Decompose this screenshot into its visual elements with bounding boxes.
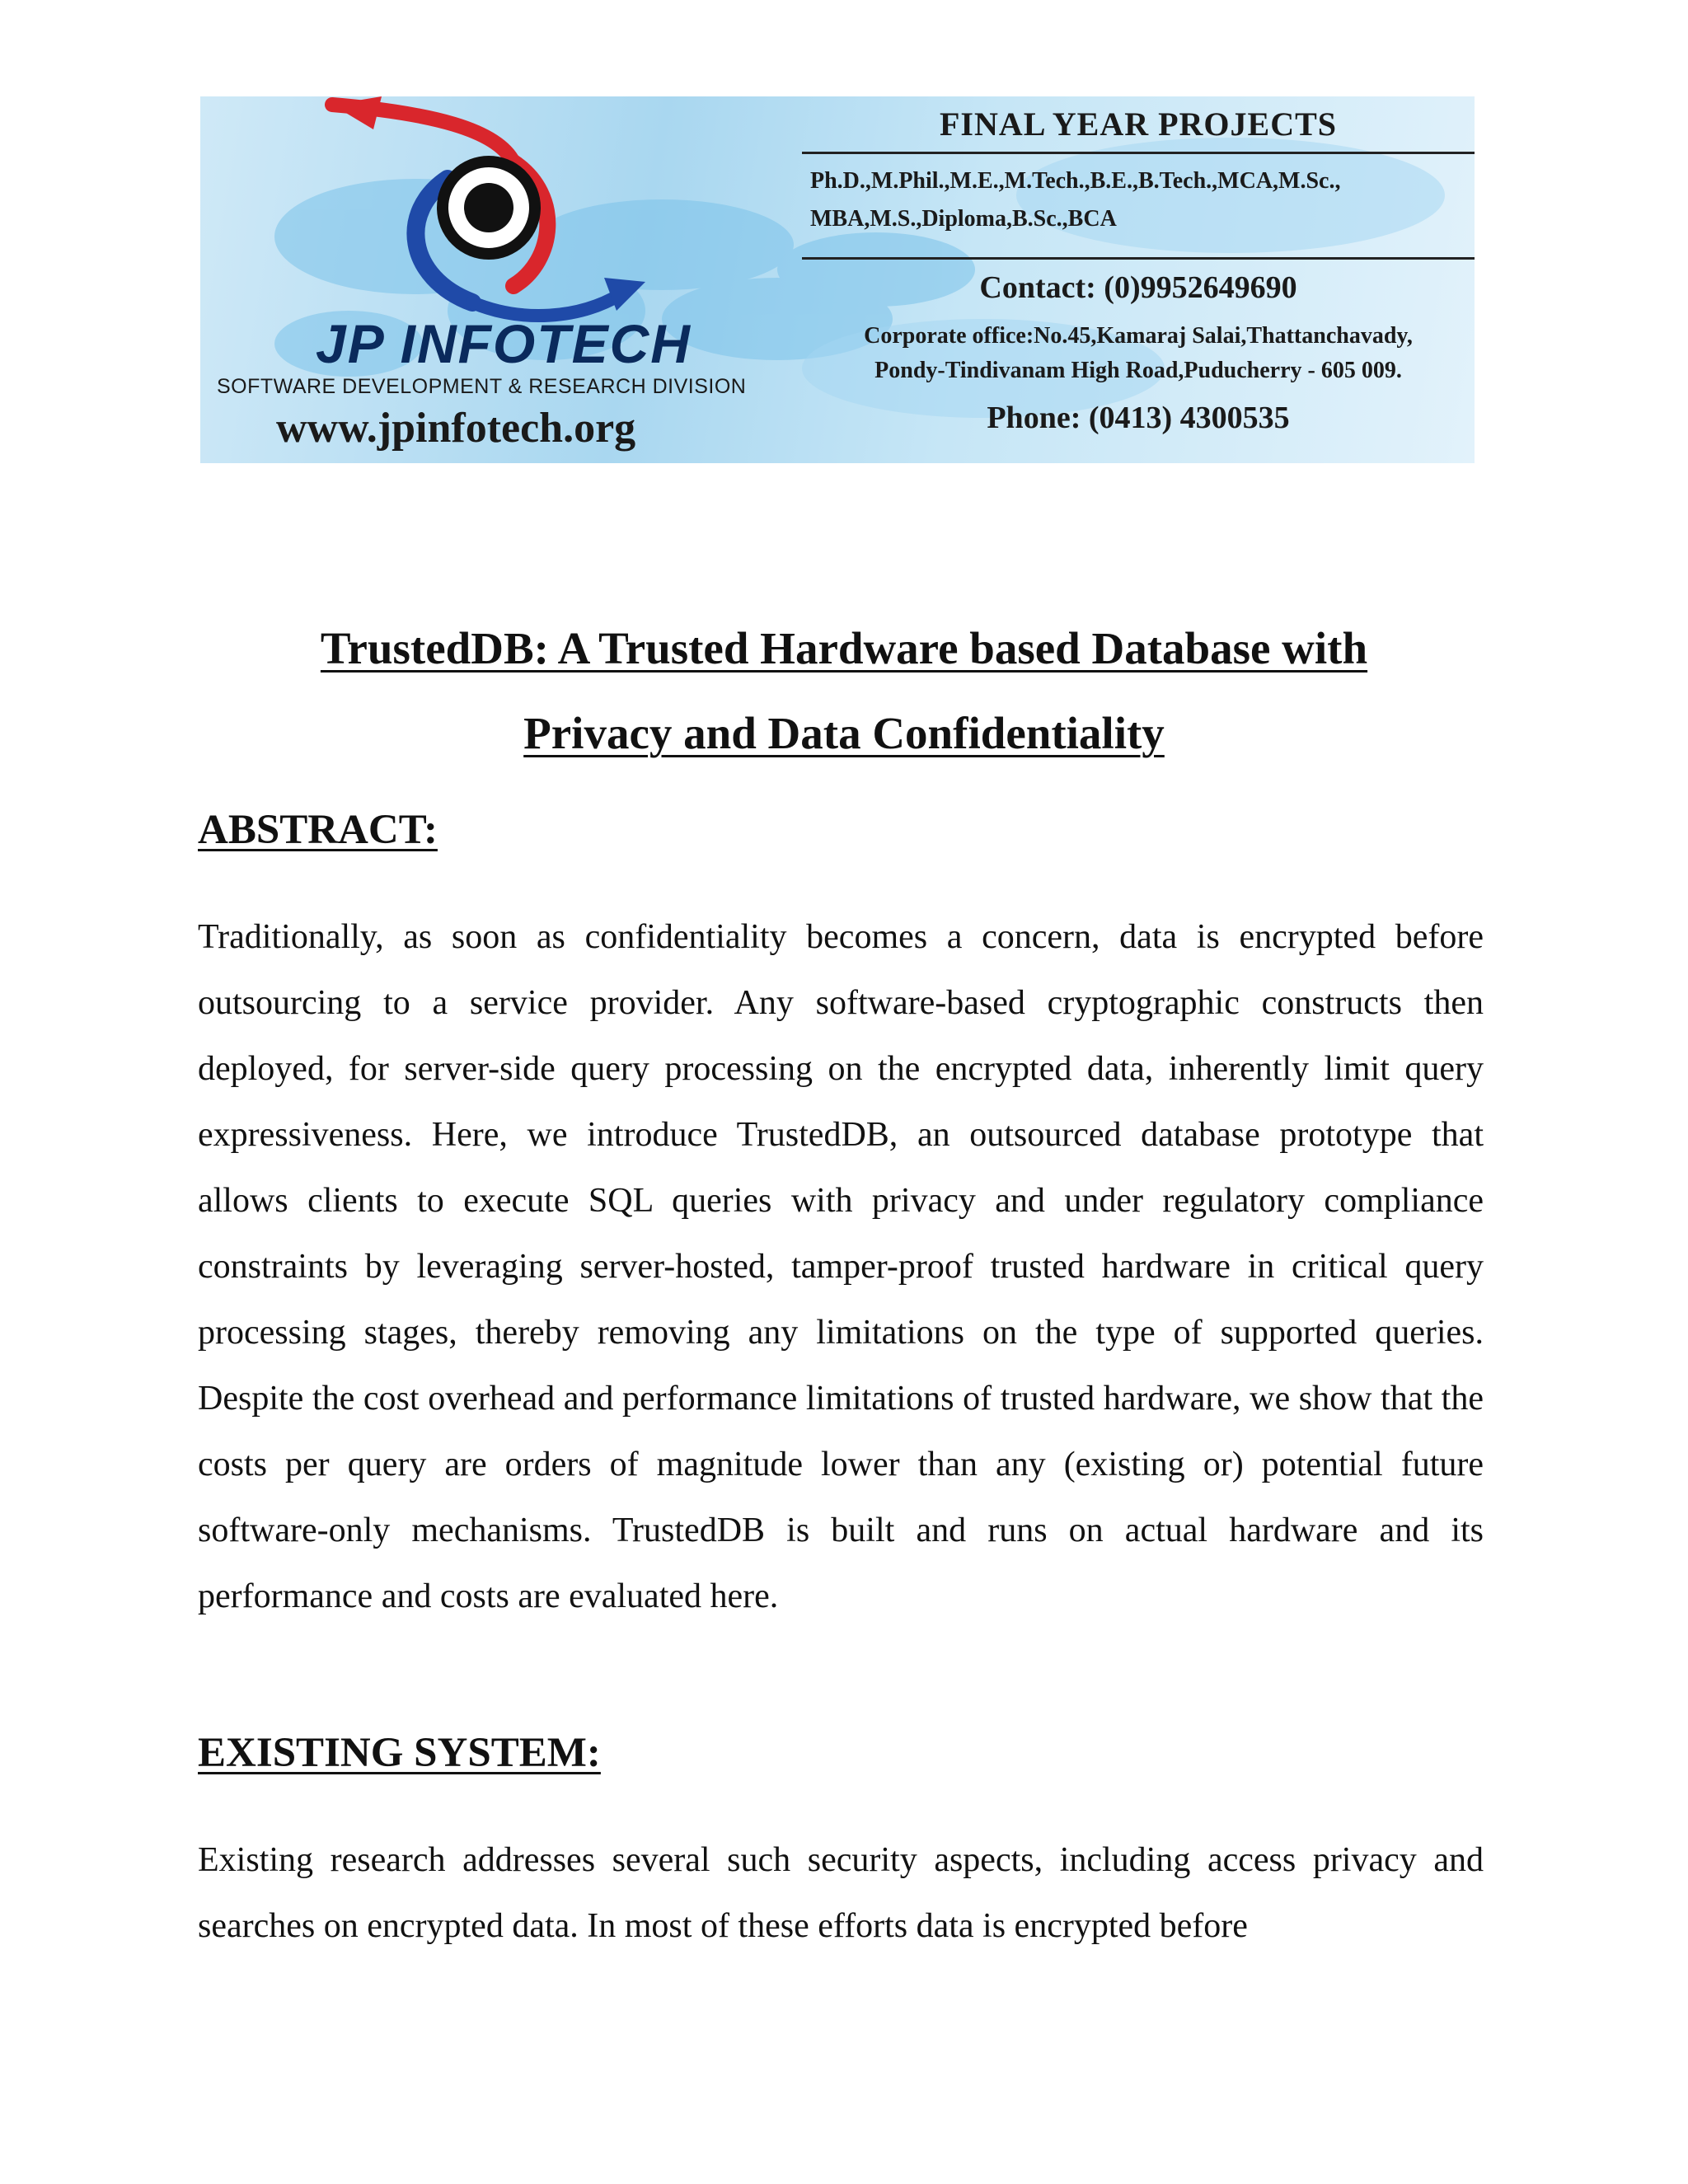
abstract-heading	[198, 806, 1484, 854]
header-banner	[200, 96, 1475, 463]
document-title	[165, 606, 1523, 776]
degree-line: MBA,M.S.,Diploma,B.Sc.,BCA	[810, 206, 1117, 232]
address-line: Corporate office:No.45,Kamaraj Salai,Thattanchavady,	[864, 323, 1413, 349]
existing-system-paragraph: Existing research addresses several such security aspects, including access privacy and searches on encrypted data. In most of these efforts data is encrypted before	[198, 1841, 1484, 1945]
phone-number: Phone: (0413) 4300535	[987, 401, 1290, 435]
abstract-paragraph: Traditionally, as soon as confidentiality becomes a concern, data is encrypted before outsourcing to a service provider. Any software-based cryptographic constructs then deployed, for server-side query processing on the encrypted data, inherently limit query expressiveness. Here, we introduce TrustedDB, an outsourced database prototype that allows clients to execute SQL queries with privacy and under regulatory compliance constraints by leveraging server-hosted, tamper-proof trusted hardware in critical query processing stages, thereby removing any limitations on the type of supported queries. Despite the cost overhead and performance limitations of trusted hardware, we show that the costs per query are orders of magnitude lower than any (existing or) potential future software-only mechanisms. TrustedDB is built and runs on actual hardware and its performance and costs are evaluated here.	[198, 918, 1484, 1615]
website-link[interactable]: www.jpinfotech.org	[276, 405, 636, 452]
brand-subtitle: SOFTWARE DEVELOPMENT & RESEARCH DIVISION	[217, 375, 747, 398]
divider	[802, 257, 1475, 260]
contact-panel	[802, 96, 1475, 463]
banner-heading: FINAL YEAR PROJECTS	[939, 105, 1338, 143]
existing-system-heading	[198, 1729, 1484, 1777]
degree-list	[810, 162, 1470, 238]
title-line: Privacy and Data Confidentiality	[523, 708, 1165, 758]
brand-name: JP INFOTECH	[316, 313, 692, 374]
office-address	[802, 319, 1475, 388]
title-line: TrustedDB: A Trusted Hardware based Database with	[320, 623, 1368, 673]
abstract-heading-text: ABSTRACT:	[198, 807, 438, 853]
divider	[802, 152, 1475, 154]
address-line: Pondy-Tindivanam High Road,Puducherry - 605 009.	[874, 358, 1402, 383]
contact-number: Contact: (0)9952649690	[979, 270, 1297, 305]
existing-system-heading-text: EXISTING SYSTEM:	[198, 1730, 601, 1776]
degree-line: Ph.D.,M.Phil.,M.E.,M.Tech.,B.E.,B.Tech.,MCA,M.Sc.,	[810, 168, 1341, 194]
